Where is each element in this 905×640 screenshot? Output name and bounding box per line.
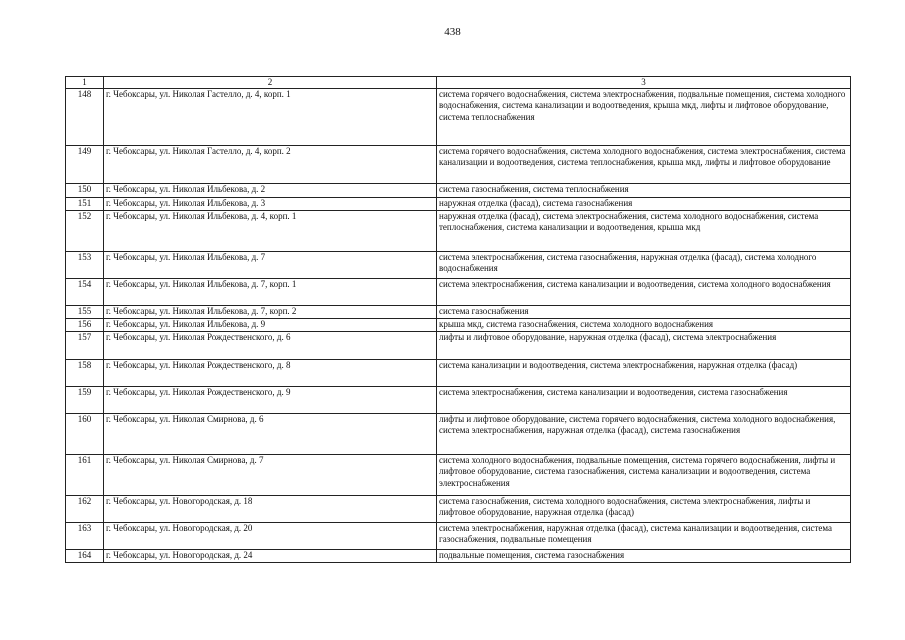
row-address: г. Чебоксары, ул. Новогородская, д. 20 xyxy=(104,523,437,550)
row-systems: система электроснабжения, система канализации и водоотведения, система холодного водоснабжения xyxy=(437,279,851,306)
row-number: 149 xyxy=(66,146,104,184)
table-row xyxy=(66,523,851,550)
row-systems: система газоснабжения, система холодного водоснабжения, система электроснабжения, лифты и лифтовое оборудование, наружная отделка (фасад) xyxy=(437,496,851,523)
row-address: г. Чебоксары, ул. Николая Ильбекова, д. 3 xyxy=(104,198,437,211)
row-systems: система электроснабжения, система канализации и водоотведения, система газоснабжения xyxy=(437,387,851,414)
row-number: 158 xyxy=(66,360,104,387)
row-number: 157 xyxy=(66,332,104,360)
row-systems: подвальные помещения, система газоснабжения xyxy=(437,550,851,563)
page-number: 438 xyxy=(444,26,461,38)
table-row xyxy=(66,455,851,496)
row-address: г. Чебоксары, ул. Николая Ильбекова, д. 2 xyxy=(104,184,437,198)
row-number: 153 xyxy=(66,252,104,279)
row-systems: наружная отделка (фасад), система электроснабжения, система холодного водоснабжения, система теплоснабжения, система канализации и водоотведения, крыша мкд xyxy=(437,211,851,252)
row-number: 154 xyxy=(66,279,104,306)
table-row xyxy=(66,252,851,279)
row-address: г. Чебоксары, ул. Николая Смирнова, д. 7 xyxy=(104,455,437,496)
table-row xyxy=(66,184,851,198)
column-header-number: 1 xyxy=(66,77,104,89)
column-header-systems: 3 xyxy=(437,77,851,89)
table-row xyxy=(66,306,851,319)
row-systems: система электроснабжения, система газоснабжения, наружная отделка (фасад), система холодного водоснабжения xyxy=(437,252,851,279)
row-address: г. Чебоксары, ул. Новогородская, д. 24 xyxy=(104,550,437,563)
table-row xyxy=(66,332,851,360)
row-systems: система канализации и водоотведения, система электроснабжения, наружная отделка (фасад) xyxy=(437,360,851,387)
table-header-row xyxy=(66,77,851,89)
building-systems-table xyxy=(65,76,851,563)
table-row xyxy=(66,550,851,563)
row-systems: система газоснабжения xyxy=(437,306,851,319)
row-number: 164 xyxy=(66,550,104,563)
row-number: 163 xyxy=(66,523,104,550)
row-systems: система горячего водоснабжения, система электроснабжения, подвальные помещения, система холодного водоснабжения, система канализации и водоотведения, крыша мкд, лифты и лифтовое оборудование, система теплоснабжения xyxy=(437,89,851,146)
row-address: г. Чебоксары, ул. Новогородская, д. 18 xyxy=(104,496,437,523)
row-number: 155 xyxy=(66,306,104,319)
table-row xyxy=(66,414,851,455)
row-address: г. Чебоксары, ул. Николая Ильбекова, д. 7 xyxy=(104,252,437,279)
table-row xyxy=(66,496,851,523)
row-number: 162 xyxy=(66,496,104,523)
table-row xyxy=(66,319,851,332)
row-number: 152 xyxy=(66,211,104,252)
row-number: 150 xyxy=(66,184,104,198)
row-systems: лифты и лифтовое оборудование, система горячего водоснабжения, система холодного водоснабжения, система электроснабжения, наружная отделка (фасад), система газоснабжения xyxy=(437,414,851,455)
row-address: г. Чебоксары, ул. Николая Смирнова, д. 6 xyxy=(104,414,437,455)
table-row xyxy=(66,387,851,414)
row-systems: система газоснабжения, система теплоснабжения xyxy=(437,184,851,198)
row-address: г. Чебоксары, ул. Николая Ильбекова, д. 4, корп. 1 xyxy=(104,211,437,252)
table-row xyxy=(66,279,851,306)
row-address: г. Чебоксары, ул. Николая Рождественского, д. 9 xyxy=(104,387,437,414)
row-systems: наружная отделка (фасад), система газоснабжения xyxy=(437,198,851,211)
row-number: 156 xyxy=(66,319,104,332)
row-systems: система горячего водоснабжения, система холодного водоснабжения, система электроснабжения, система канализации и водоотведения, система теплоснабжения, крыша мкд, лифты и лифтовое оборудование xyxy=(437,146,851,184)
row-address: г. Чебоксары, ул. Николая Гастелло, д. 4, корп. 1 xyxy=(104,89,437,146)
row-systems: система электроснабжения, наружная отделка (фасад), система канализации и водоотведения, система газоснабжения, подвальные помещения xyxy=(437,523,851,550)
row-address: г. Чебоксары, ул. Николая Ильбекова, д. 7, корп. 1 xyxy=(104,279,437,306)
row-address: г. Чебоксары, ул. Николая Рождественского, д. 6 xyxy=(104,332,437,360)
row-address: г. Чебоксары, ул. Николая Гастелло, д. 4, корп. 2 xyxy=(104,146,437,184)
row-number: 161 xyxy=(66,455,104,496)
row-address: г. Чебоксары, ул. Николая Ильбекова, д. 9 xyxy=(104,319,437,332)
row-number: 159 xyxy=(66,387,104,414)
table-row xyxy=(66,360,851,387)
row-systems: система холодного водоснабжения, подвальные помещения, система горячего водоснабжения, лифты и лифтовое оборудование, система газоснабжения, система канализации и водоотведения, система электроснабжения xyxy=(437,455,851,496)
row-number: 148 xyxy=(66,89,104,146)
row-address: г. Чебоксары, ул. Николая Рождественского, д. 8 xyxy=(104,360,437,387)
table-row xyxy=(66,146,851,184)
row-number: 160 xyxy=(66,414,104,455)
table-row xyxy=(66,198,851,211)
row-address: г. Чебоксары, ул. Николая Ильбекова, д. 7, корп. 2 xyxy=(104,306,437,319)
table-row xyxy=(66,211,851,252)
table-row xyxy=(66,89,851,146)
row-systems: лифты и лифтовое оборудование, наружная отделка (фасад), система электроснабжения xyxy=(437,332,851,360)
row-systems: крыша мкд, система газоснабжения, система холодного водоснабжения xyxy=(437,319,851,332)
row-number: 151 xyxy=(66,198,104,211)
column-header-address: 2 xyxy=(104,77,437,89)
